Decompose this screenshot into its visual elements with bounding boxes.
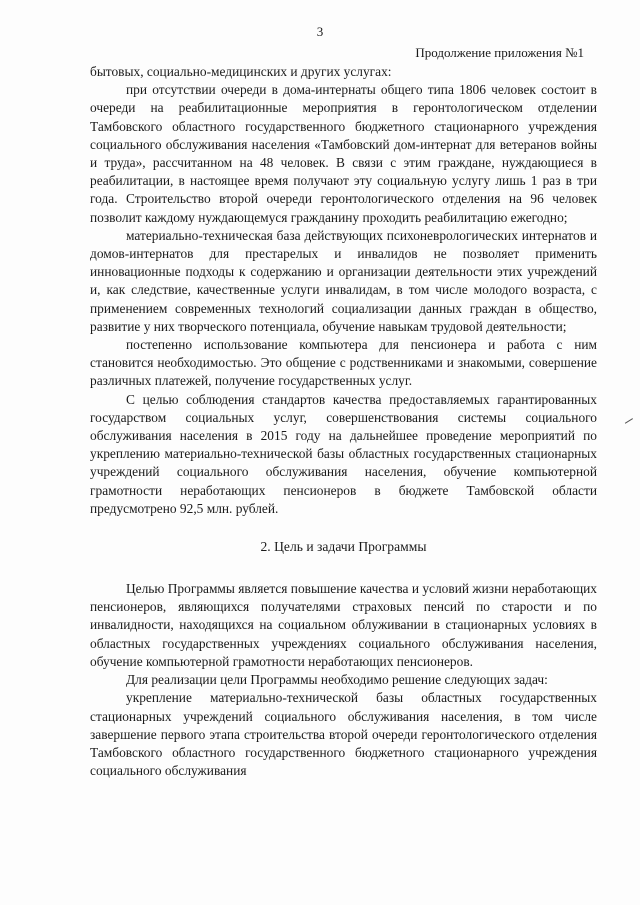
paragraph-program-goal: Целью Программы является повышение качества и условий жизни неработающих пенсионеров, являющихся получателями страховых пенсий по старости и по инвалидности, находящихся на социальном облуживании в стационарных условиях в областных государственных учреждениях социального обслуживания населения, обучение компьютерной грамотности неработающих пенсионеров. xyxy=(90,581,597,669)
section-heading: 2. Цель и задачи Программы xyxy=(260,539,427,555)
appendix-continuation-note: Продолжение приложения №1 xyxy=(415,45,584,60)
paragraph-tasks-intro: Для реализации цели Программы необходимо решение следующих задач: xyxy=(126,672,548,688)
paragraph-continuation: бытовых, социально-медицинских и других услугах: xyxy=(90,64,392,79)
margin-pencil-mark xyxy=(625,418,636,429)
paragraph-queue-rehabilitation: при отсутствии очереди в дома-интернаты общего типа 1806 человек состоит в очереди на реабилитационные мероприятия в геронтологическом отделении Тамбовского областного государственного бюджетного стационарного учреждения социального обслуживания населения «Тамбовский дом-интернат для ветеранов войны и труда», рассчитанном на 48 человек. В связи с этим граждане, нуждающиеся в реабилитации, в настоящее время получают эту социальную услугу лишь 1 раз в три года. Строительство второй очереди геронтологического отделения на 96 человек позволит каждому нуждающемуся гражданину проходить реабилитацию ежегодно; xyxy=(90,82,597,225)
paragraph-material-base: материально-техническая база действующих психоневрологических интернатов и домов-интернатов для престарелых и инвалидов не позволяет применить инновационные подходы к содержанию и организации деятельности этих учреждений и, как следствие, качественные услуги инвалидам, в том числе молодого возраста, с применением современных технологий социализации данных граждан в общество, развитие у них творческого потенциала, обучение навыкам трудовой деятельности; xyxy=(90,227,597,334)
paragraph-budget: С целью соблюдения стандартов качества предоставляемых гарантированных государством социальных услуг, совершенствования системы социального обслуживания населения в 2015 году на дальнейшее проведение мероприятий по укреплению материально-технической базы областных государственных стационарных учреждений социального обслуживания населения, обучение компьютерной грамотности неработающих пенсионеров в бюджете Тамбовской области предусмотрено 92,5 млн. рублей. xyxy=(90,391,597,516)
paragraph-task-item: укрепление материально-технической базы областных государственных стационарных учреждений социального обслуживания населения, в том числе завершение первого этапа строительства второй очереди геронтологического отделения Тамбовского областного государственного бюджетного стационарного учреждения социального обслуживания xyxy=(90,690,597,779)
paragraph-computer-use: постепенно использование компьютера для пенсионера и работа с ним становится необходимостью. Это общение с родственниками и знакомыми, совершение различных платежей, получение государственных услуг. xyxy=(90,337,597,389)
document-body xyxy=(90,63,597,780)
page-number: 3 xyxy=(316,24,324,39)
